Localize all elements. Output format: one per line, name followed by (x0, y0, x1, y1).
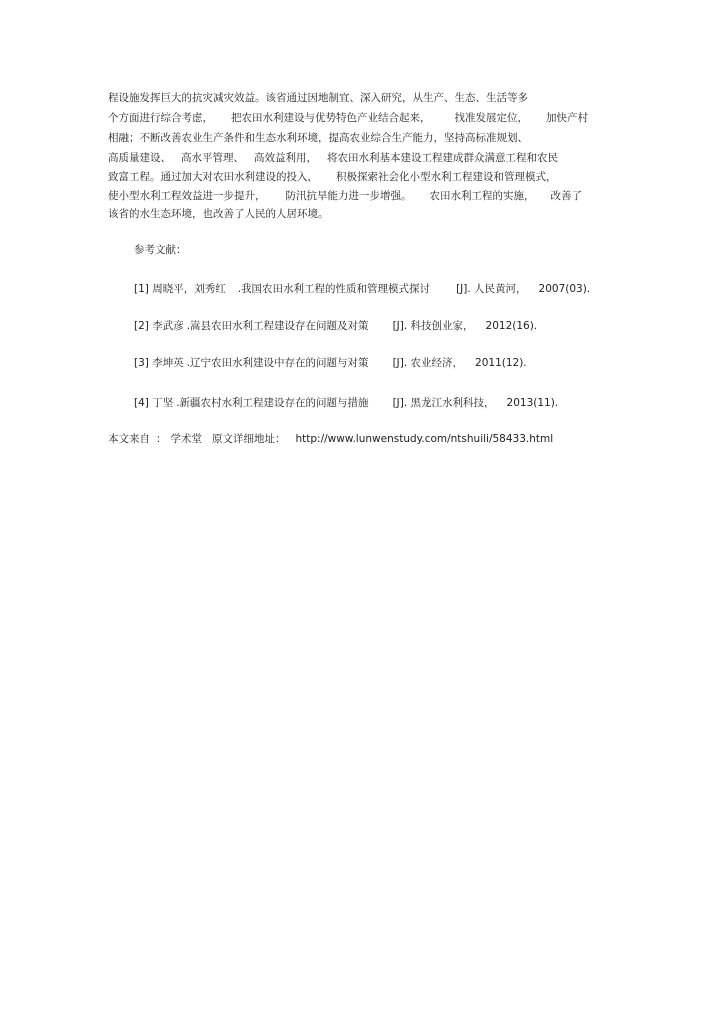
body-text: 相融；不断改善农业生产条件和生态水利环境，提高农业综合生产能力，坚持高标准规划、 (108, 132, 528, 144)
references-heading-text: 参考文献： (134, 244, 187, 256)
body-line-5 (108, 170, 557, 184)
body-text: 该省的水生态环境，也改善了人民的人居环境。 (108, 208, 329, 220)
body-text: 防汛抗旱能力进一步增强。 (285, 190, 412, 202)
body-line-2 (108, 111, 588, 125)
body-line-1 (108, 91, 528, 105)
reference-authors: [3] 李坤英 (134, 357, 184, 369)
reference-journal: [J]. 黑龙江水利科技， (392, 397, 495, 409)
reference-item-3 (134, 356, 527, 370)
body-text: 使小型水利工程效益进一步提升， (108, 190, 266, 202)
reference-issue: 2013(11). (506, 397, 559, 409)
body-line-6 (108, 189, 582, 203)
reference-issue: 2012(16). (485, 320, 538, 332)
reference-title: .新疆农村水利工程建设存在的问题与措施 (176, 397, 369, 409)
reference-journal: [J]. 农业经济， (392, 357, 464, 369)
reference-item-2 (134, 319, 537, 333)
source-url-label: 原文详细地址： (212, 433, 286, 445)
body-text: 找准发展定位， (454, 112, 528, 124)
body-text: 把农田水利建设与优势特色产业结合起来， (231, 112, 431, 124)
reference-authors: [1] 周晓平，刘秀红 (134, 283, 226, 295)
source-colon: ： (156, 433, 167, 445)
body-text: 高效益利用， (254, 152, 317, 164)
body-text: 农田水利工程的实施， (429, 190, 535, 202)
body-line-4 (108, 151, 558, 165)
reference-issue: 2011(12). (475, 357, 527, 369)
reference-journal: [J]. 人民黄河， (456, 283, 527, 295)
reference-issue: 2007(03). (538, 283, 591, 295)
body-text: 致富工程。通过加大对农田水利建设的投入， (108, 171, 318, 183)
reference-item-1 (134, 282, 590, 296)
body-line-7 (108, 207, 329, 221)
reference-title: .我国农田水利工程的性质和管理模式探讨 (237, 283, 431, 295)
reference-journal: [J]. 科技创业家， (392, 320, 474, 332)
body-text: 将农田水利基本建设工程建成群众满意工程和农民 (327, 152, 558, 164)
references-heading (134, 243, 187, 257)
reference-item-4 (134, 396, 558, 410)
source-label: 本文来自 (108, 433, 150, 445)
body-line-3 (108, 131, 528, 145)
reference-title: .嵩县农田水利工程建设存在问题及对策 (186, 320, 369, 332)
reference-authors: [2] 李武彦 (134, 320, 184, 332)
source-site: 学术堂 (170, 433, 202, 445)
source-url-link[interactable]: http://www.lunwenstudy.com/ntshuili/58433.html (295, 433, 554, 445)
body-text: 高质量建设、 (108, 152, 171, 164)
body-text: 改善了 (550, 190, 582, 202)
body-text: 程设施发挥巨大的抗灾减灾效益。该省通过因地制宜、深入研究，从生产、生态、生活等多 (108, 92, 528, 104)
body-text: 个方面进行综合考虑， (108, 112, 213, 124)
reference-title: .辽宁农田水利建设中存在的问题与对策 (186, 357, 369, 369)
source-line (108, 432, 553, 446)
body-text: 加快产村 (546, 112, 588, 124)
body-text: 高水平管理、 (181, 152, 244, 164)
reference-authors: [4] 丁坚 (134, 397, 174, 409)
body-text: 积极探索社会化小型水利工程建设和管理模式， (336, 171, 557, 183)
